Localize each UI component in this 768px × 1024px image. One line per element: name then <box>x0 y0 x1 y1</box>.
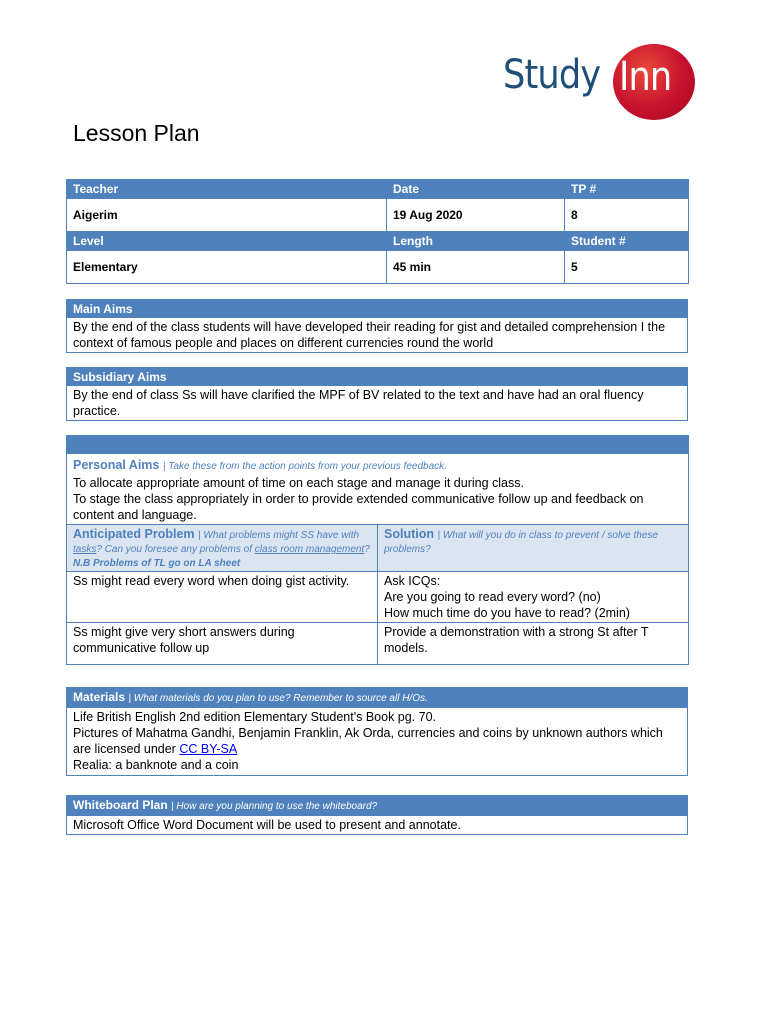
license-link[interactable]: CC BY-SA <box>179 742 238 756</box>
lesson-info-table <box>66 179 689 284</box>
length-label: Length <box>387 232 565 251</box>
materials-section <box>66 687 688 776</box>
solution-label: Solution <box>384 527 434 541</box>
materials-body <box>67 708 688 776</box>
tp-label: TP # <box>565 180 689 199</box>
anticipated-problem-header <box>67 525 378 572</box>
subsidiary-aims-section <box>66 367 688 421</box>
personal-aims-hint: | Take these from the action points from your previous feedback. <box>162 461 447 472</box>
whiteboard-label: Whiteboard Plan <box>73 798 168 812</box>
solution-row-2: Provide a demonstration with a strong St after T models. <box>378 623 689 665</box>
materials-line-3: Realia: a banknote and a coin <box>73 758 239 772</box>
whiteboard-text: Microsoft Office Word Document will be used to present and annotate. <box>67 816 688 835</box>
solution-header <box>378 525 689 572</box>
problem-note: N.B Problems of TL go on LA sheet <box>73 558 241 569</box>
whiteboard-hint: | How are you planning to use the whiteboard? <box>171 801 378 812</box>
personal-aims-cell <box>67 454 689 525</box>
materials-line-1: Life British English 2nd edition Elementary Student's Book pg. 70. <box>73 710 437 724</box>
page-title: Lesson Plan <box>73 120 200 146</box>
materials-header <box>67 688 688 709</box>
subsidiary-aims-label: Subsidiary Aims <box>67 368 688 387</box>
level-label: Level <box>67 232 387 251</box>
personal-aims-header-bar <box>67 436 689 454</box>
teacher-label: Teacher <box>67 180 387 199</box>
solution-hint: | What will you do in class to prevent / solve these problems? <box>384 530 658 555</box>
date-label: Date <box>387 180 565 199</box>
personal-aims-line-1: To allocate appropriate amount of time on each stage and manage it during class. <box>73 476 524 490</box>
logo-inn-text: Inn <box>619 54 672 100</box>
solution-row-1: Ask ICQs: Are you going to read every word? (no) How much time do you have to read? (2min) <box>378 572 689 623</box>
tp-value: 8 <box>565 199 689 232</box>
length-value: 45 min <box>387 251 565 284</box>
problem-row-1: Ss might read every word when doing gist activity. <box>67 572 378 623</box>
student-label: Student # <box>565 232 689 251</box>
level-value: Elementary <box>67 251 387 284</box>
whiteboard-section <box>66 795 688 835</box>
personal-aims-label: Personal Aims <box>73 458 160 472</box>
date-value: 19 Aug 2020 <box>387 199 565 232</box>
teacher-value: Aigerim <box>67 199 387 232</box>
study-inn-logo <box>503 44 698 122</box>
materials-hint: | What materials do you plan to use? Remember to source all H/Os. <box>128 693 428 704</box>
student-value: 5 <box>565 251 689 284</box>
personal-aims-section <box>66 435 689 665</box>
materials-label: Materials <box>73 690 126 704</box>
problem-row-2: Ss might give very short answers during communicative follow up <box>67 623 378 665</box>
materials-line-2: Pictures of Mahatma Gandhi, Benjamin Franklin, Ak Orda, currencies and coins by unknown authors which are licensed under <box>73 726 663 756</box>
anticipated-problem-hint: | What problems might SS have with tasks? Can you foresee any problems of class room management? <box>73 530 370 555</box>
logo-inn-circle <box>613 44 695 120</box>
main-aims-section <box>66 299 688 353</box>
logo-study-text: Study <box>503 52 601 98</box>
main-aims-text: By the end of the class students will have developed their reading for gist and detailed comprehension I the context of famous people and places on different currencies round the world <box>67 318 688 353</box>
main-aims-label: Main Aims <box>67 300 688 319</box>
anticipated-problem-label: Anticipated Problem <box>73 527 195 541</box>
subsidiary-aims-text: By the end of class Ss will have clarified the MPF of BV related to the text and have had an oral fluency practice. <box>67 386 688 421</box>
whiteboard-header <box>67 796 688 817</box>
personal-aims-line-2: To stage the class appropriately in order to provide extended communicative follow up and feedback on content and language. <box>73 492 644 522</box>
